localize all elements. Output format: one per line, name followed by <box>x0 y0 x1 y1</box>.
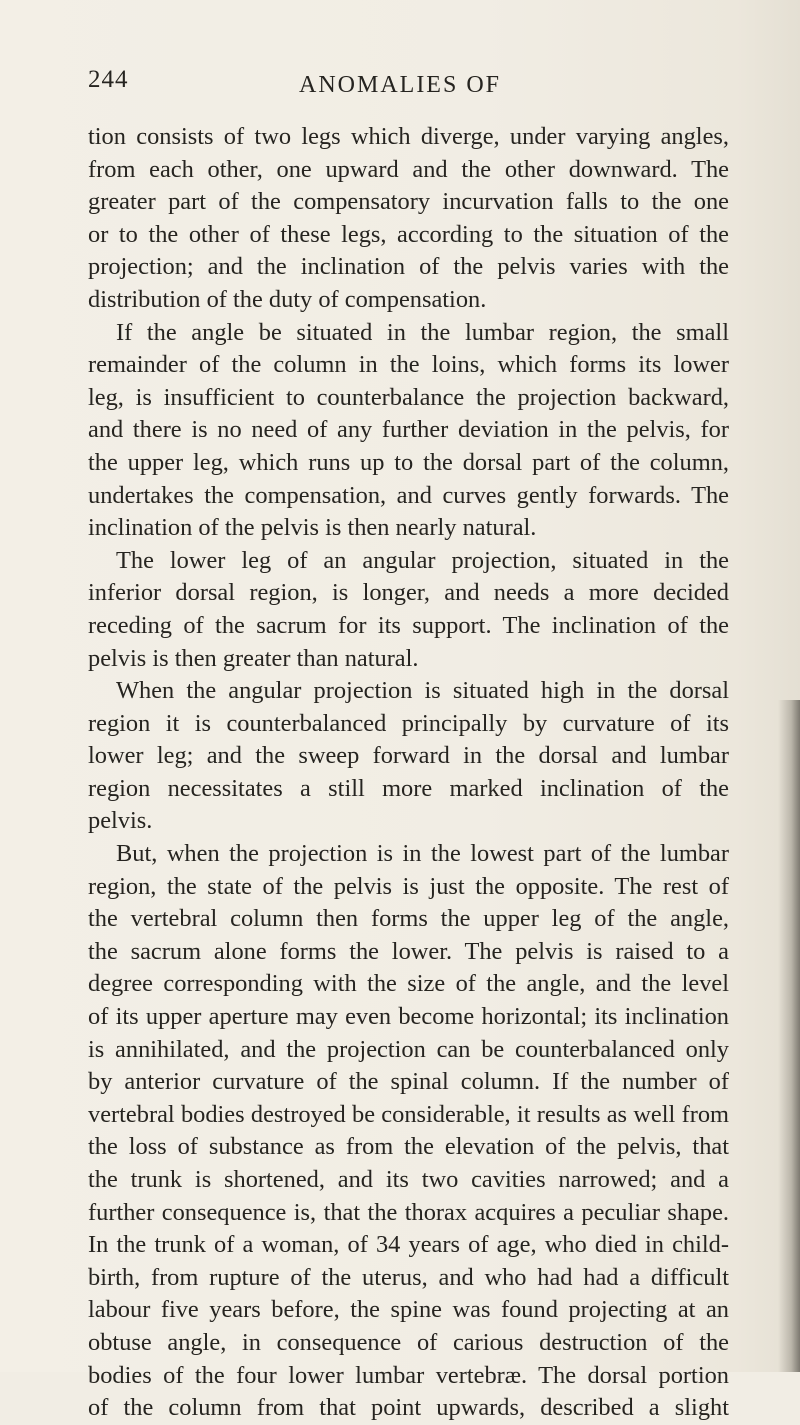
running-head: ANOMALIES OF <box>298 72 501 98</box>
text-line: projection; and the inclination of the pelvis varies with the <box>88 253 729 281</box>
text-line: degree corresponding with the size of the angle, and the level <box>88 970 729 998</box>
text-line: from each other, one upward and the other downward. The <box>88 155 729 183</box>
text-line: obtuse angle, in consequence of carious destruction of the <box>88 1328 729 1356</box>
text-line: If the angle be situated in the lumbar region, the small <box>116 318 729 346</box>
text-line: the trunk is shortened, and its two cavities narrowed; and a <box>88 1166 729 1193</box>
text-line: the upper leg, which runs up to the dorsal part of the column, <box>88 448 729 476</box>
text-line: pelvis. <box>88 807 153 835</box>
text-line: tion consists of two legs which diverge, under varying angles, <box>88 123 729 150</box>
text-line: bodies of the four lower lumbar vertebræ. The dorsal portion <box>88 1361 729 1389</box>
text-line: labour five years before, the spine was found projecting at an <box>88 1296 729 1324</box>
page-header <box>0 66 800 106</box>
text-line: of its upper aperture may even become horizontal; its inclination <box>88 1003 729 1031</box>
text-line: the sacrum alone forms the lower. The pelvis is raised to a <box>88 937 729 965</box>
text-line: receding of the sacrum for its support. The inclination of the <box>88 611 729 639</box>
text-line: leg, is insufficient to counterbalance the projection backward, <box>88 383 729 411</box>
text-line: the vertebral column then forms the upper leg of the angle, <box>88 905 729 933</box>
text-line: region, the state of the pelvis is just the opposite. The rest of <box>88 872 729 900</box>
text-line: and there is no need of any further deviation in the pelvis, for <box>88 416 729 444</box>
text-line: lower leg; and the sweep forward in the dorsal and lumbar <box>88 742 729 770</box>
text-line: inclination of the pelvis is then nearly natural. <box>88 514 537 542</box>
text-line: remainder of the column in the loins, which forms its lower <box>88 351 729 379</box>
text-line: further consequence is, that the thorax acquires a peculiar shape. <box>88 1198 729 1226</box>
text-line: by anterior curvature of the spinal column. If the number of <box>88 1068 729 1096</box>
text-line: vertebral bodies destroyed be considerable, it results as well from <box>88 1100 729 1128</box>
text-line: of the column from that point upwards, described a slight <box>88 1394 729 1422</box>
text-line: greater part of the compensatory incurvation falls to the one <box>88 188 729 216</box>
text-line: In the trunk of a woman, of 34 years of age, who died in child- <box>88 1231 729 1259</box>
text-line: region it is counterbalanced principally by curvature of its <box>88 709 729 737</box>
text-line: pelvis is then greater than natural. <box>88 644 419 672</box>
text-line: undertakes the compensation, and curves gently forwards. The <box>88 481 729 509</box>
text-line: or to the other of these legs, according to the situation of the <box>88 220 729 248</box>
text-line: The lower leg of an angular projection, situated in the <box>116 546 729 574</box>
text-line: region necessitates a still more marked inclination of the <box>88 774 729 802</box>
body-text <box>88 121 729 1425</box>
text-line: distribution of the duty of compensation. <box>88 285 487 313</box>
text-line: birth, from rupture of the uterus, and who had had a difficult <box>88 1263 729 1291</box>
page-edge-shadow <box>778 700 800 1372</box>
page-number: 244 <box>88 66 129 93</box>
text-line: But, when the projection is in the lowest part of the lumbar <box>116 840 729 868</box>
text-line: inferior dorsal region, is longer, and needs a more decided <box>88 579 729 607</box>
text-line: the loss of substance as from the elevation of the pelvis, that <box>88 1133 729 1161</box>
text-line: is annihilated, and the projection can be counterbalanced only <box>88 1035 729 1063</box>
text-line: When the angular projection is situated high in the dorsal <box>116 677 729 705</box>
